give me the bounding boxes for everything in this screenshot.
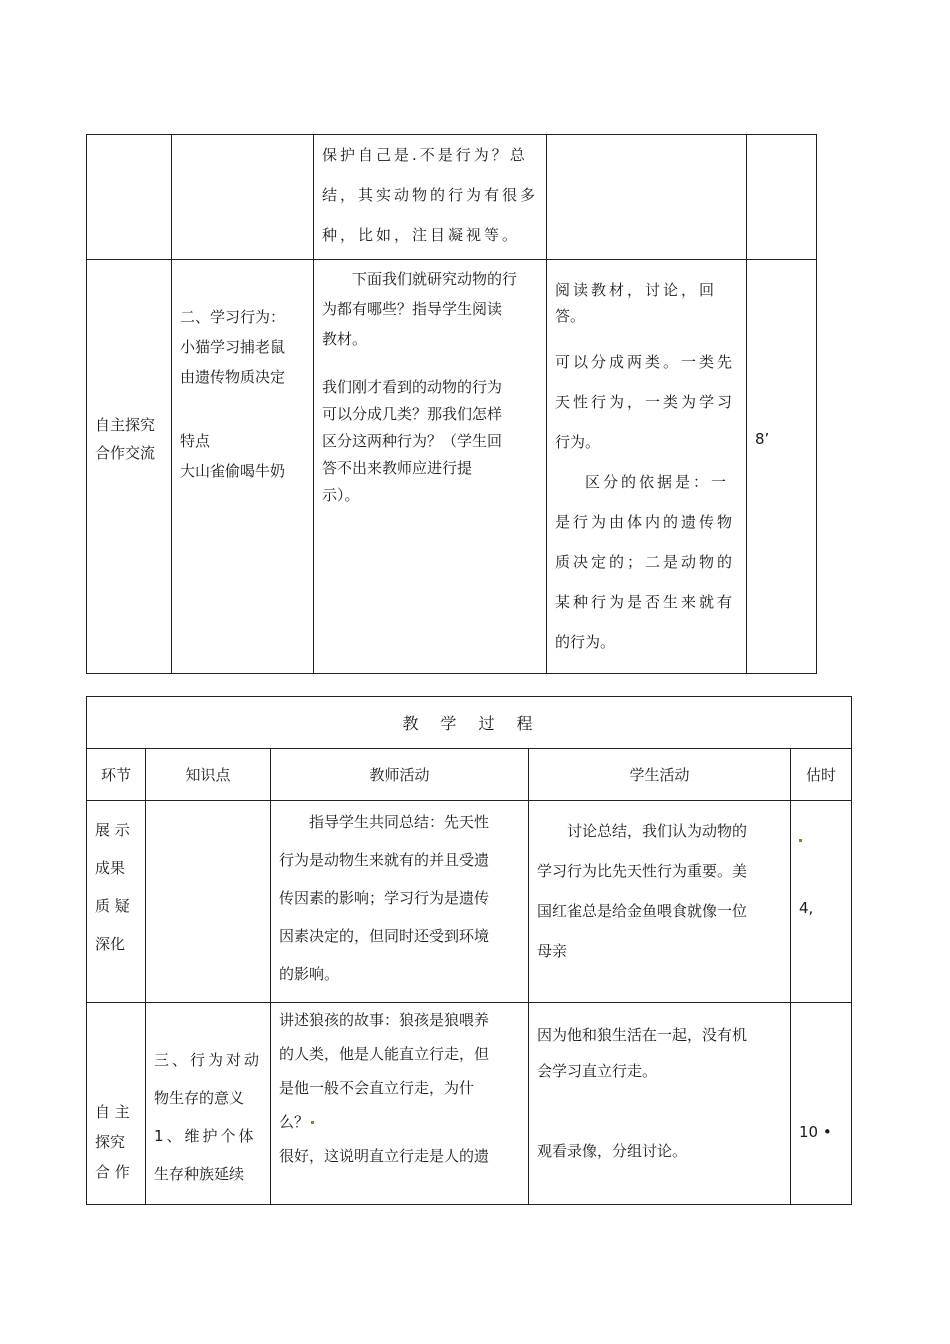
text-line: 为都有哪些？指导学生阅读	[322, 300, 503, 318]
knowledge-cell	[146, 801, 271, 1003]
student-activity-cell	[529, 801, 791, 1003]
section-cell	[87, 1003, 146, 1205]
section-cell	[87, 801, 146, 1003]
teacher-activity-cell	[314, 260, 547, 674]
teacher-activity-cell	[271, 1003, 529, 1205]
knowledge-line: 1、维护个体	[154, 1127, 257, 1145]
text-line: 的影响。	[279, 965, 340, 983]
section-cell	[87, 260, 172, 674]
student-activity-cell	[529, 1003, 791, 1205]
section-label: 自 主	[95, 1102, 130, 1121]
dot-mark	[799, 831, 843, 849]
text-line: 区分这两种行为？（学生回	[322, 432, 503, 450]
knowledge-line: 物生存的意义	[154, 1089, 245, 1107]
knowledge-line: 三、行为对动	[154, 1051, 263, 1069]
lesson-table-continued	[86, 134, 817, 674]
time-cell	[791, 801, 852, 1003]
section-label: 合 作	[95, 1162, 130, 1181]
text-line: 是他一般不会直立行走，为什	[279, 1079, 475, 1097]
text-line: 行为。	[555, 433, 601, 451]
knowledge-line: 由遗传物质决定	[180, 368, 286, 386]
knowledge-line: 生存种族延续	[154, 1165, 245, 1183]
teacher-activity-cell	[314, 135, 547, 260]
student-activity-cell	[547, 135, 747, 260]
text-line: 下面我们就研究动物的行	[352, 270, 518, 288]
text-line: 示）。	[322, 486, 360, 504]
time-estimate: 4,	[799, 899, 814, 917]
text-line: 是行为由体内的遗传物	[555, 513, 736, 531]
text-line: 学习行为比先天性行为重要。美	[537, 862, 748, 880]
teaching-process-table	[86, 696, 852, 1205]
text-line: 天性行为，一类为学习	[555, 393, 736, 411]
text-line: 某种行为是否生来就有	[555, 593, 736, 611]
text-line: 行为是动物生来就有的并且受遗	[279, 851, 490, 869]
text-line: 阅读教材，讨论，回	[555, 281, 718, 299]
text-line: 指导学生共同总结：先天性	[309, 813, 490, 831]
text-line: 教材。	[322, 330, 368, 348]
text-line: 因素决定的，但同时还受到环境	[279, 927, 490, 945]
section-label: 质 疑	[95, 897, 130, 915]
header-section: 环节	[87, 749, 146, 801]
text-line: 可以分成几类？那我们怎样	[322, 405, 503, 423]
section-label: 探究	[95, 1132, 126, 1151]
text-line: 的人类，他是人能直立行走，但	[279, 1045, 490, 1063]
time-cell	[747, 260, 817, 674]
knowledge-cell	[146, 1003, 271, 1205]
text-line: 么？	[279, 1105, 520, 1139]
text-line: 我们刚才看到的动物的行为	[322, 378, 503, 396]
text-line: 讲述狼孩的故事：狼孩是狼喂养	[279, 1011, 490, 1029]
teacher-activity-cell	[271, 801, 529, 1003]
text-line: 观看录像，分组讨论。	[537, 1142, 688, 1160]
section-label: 成果	[95, 859, 126, 877]
text-line: 很好，这说明直立行走是人的遗	[279, 1147, 490, 1165]
text-line: 母亲	[537, 942, 568, 960]
table-title: 教 学 过 程	[87, 697, 852, 749]
time-estimate: 10 •	[799, 1122, 832, 1141]
section-label: 展 示	[95, 821, 130, 839]
knowledge-line: 大山雀偷喝牛奶	[180, 462, 286, 480]
section-label: 合作交流	[95, 443, 156, 462]
header-knowledge: 知识点	[146, 749, 271, 801]
header-student-activity: 学生活动	[529, 749, 791, 801]
header-teacher-activity: 教师活动	[271, 749, 529, 801]
knowledge-cell	[172, 135, 314, 260]
time-cell	[747, 135, 817, 260]
time-estimate: 8’	[755, 429, 770, 448]
section-label: 自主探究	[95, 415, 156, 434]
knowledge-line: 小猫学习捕老鼠	[180, 338, 286, 356]
text-line: 因为他和狼生活在一起，没有机	[537, 1026, 748, 1044]
section-label: 深化	[95, 935, 126, 953]
time-cell	[791, 1003, 852, 1205]
text-line: 质决定的；二是动物的	[555, 553, 736, 571]
text-line: 结，其实动物的行为有很多	[322, 186, 539, 204]
text-line: 传因素的影响；学习行为是遗传	[279, 889, 490, 907]
text-line: 区分的依据是：一	[585, 473, 730, 491]
knowledge-cell	[172, 260, 314, 674]
text-line: 答。	[555, 307, 586, 325]
knowledge-line: 特点	[180, 432, 211, 450]
text-line: 答不出来教师应进行提	[322, 459, 473, 477]
section-cell	[87, 135, 172, 260]
text-line: 会学习直立行走。	[537, 1062, 658, 1080]
student-activity-cell	[547, 260, 747, 674]
text-line: 国红雀总是给金鱼喂食就像一位	[537, 902, 748, 920]
text-line: 讨论总结，我们认为动物的	[567, 822, 748, 840]
knowledge-line: 二、学习行为：	[180, 308, 286, 326]
text-line: 种，比如，注目凝视等。	[322, 226, 521, 244]
header-time: 估时	[791, 749, 852, 801]
text-line: 保护自己是.不是行为？总	[322, 146, 528, 164]
text-line: 可以分成两类。一类先	[555, 353, 736, 371]
text-line: 的行为。	[555, 633, 616, 651]
